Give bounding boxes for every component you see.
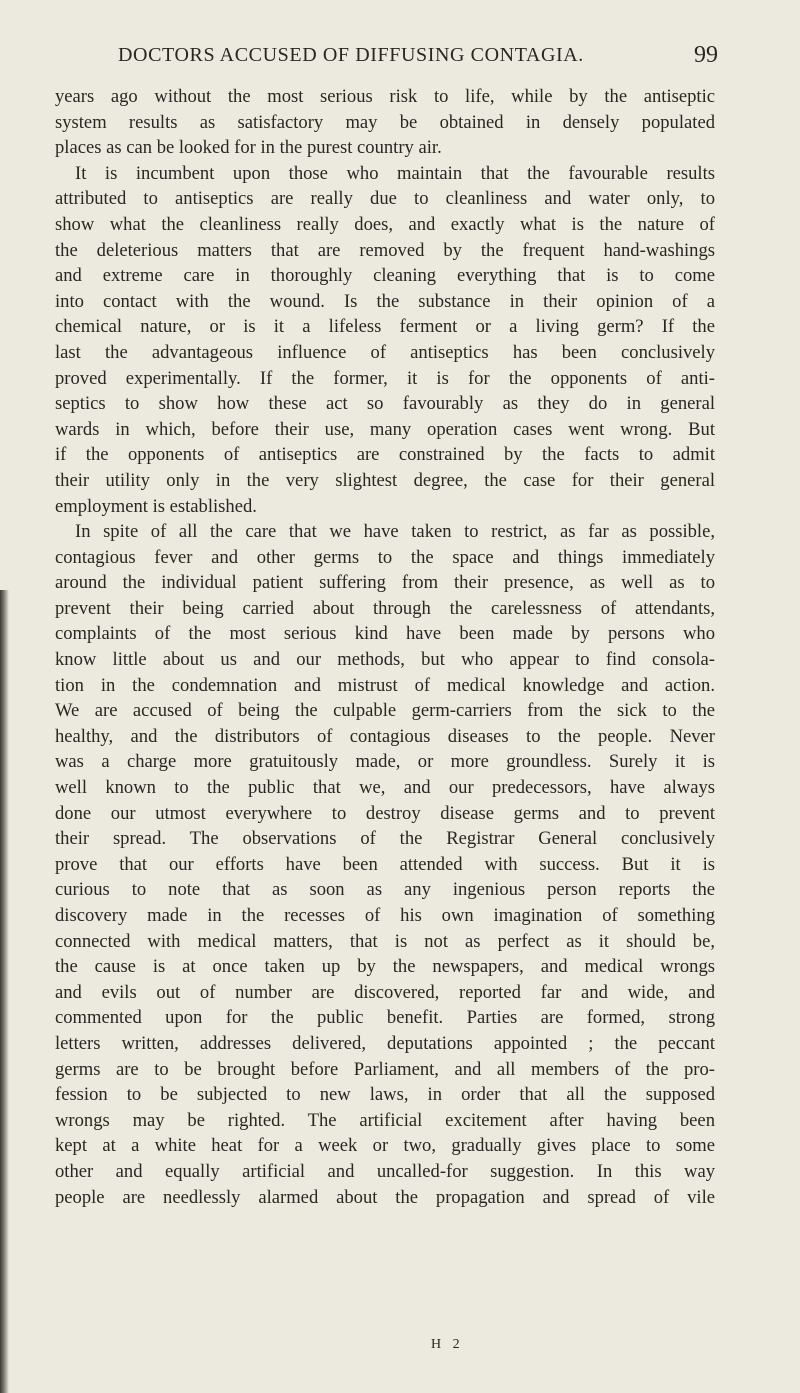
page-number: 99 <box>694 42 718 68</box>
binding-edge-shadow <box>0 590 9 1393</box>
signature-mark: H 2 <box>431 1337 464 1352</box>
text-line: system results as satisfactory may be obtained in densely populated <box>55 111 715 133</box>
text-line: septics to show how these act so favourably as they do in general <box>55 393 715 415</box>
text-line: tion in the condemnation and mistrust of medical knowledge and action. <box>55 674 715 696</box>
text-line: well known to the public that we, and our predecessors, have always <box>55 777 715 799</box>
text-line: if the opponents of antiseptics are constrained by the facts to admit <box>55 444 715 466</box>
text-line: curious to note that as soon as any ingenious person reports the <box>55 879 715 901</box>
text-line: complaints of the most serious kind have been made by persons who <box>55 623 715 645</box>
text-line: other and equally artificial and uncalled-for suggestion. In this way <box>55 1160 715 1182</box>
text-line: around the individual patient suffering from their presence, as well as to <box>55 572 715 594</box>
text-line: attributed to antiseptics are really due to cleanliness and water only, to <box>55 188 715 210</box>
text-line: healthy, and the distributors of contagious diseases to the people. Never <box>55 725 715 747</box>
text-line: their spread. The observations of the Registrar General conclusively <box>55 828 715 850</box>
text-line: discovery made in the recesses of his own imagination of something <box>55 905 715 926</box>
text-line: prove that our efforts have been attended with success. But it is <box>55 853 715 875</box>
text-line: show what the cleanliness really does, and exactly what is the nature of <box>55 213 715 235</box>
text-line: and extreme care in thoroughly cleaning everything that is to come <box>55 265 715 287</box>
text-line: In spite of all the care that we have taken to restrict, as far as possible, <box>75 521 715 543</box>
text-line: commented upon for the public benefit. Parties are formed, strong <box>55 1007 715 1029</box>
text-line: people are needlessly alarmed about the propagation and spread of vile <box>55 1186 715 1208</box>
text-line: wards in which, before their use, many operation cases went wrong. But <box>55 418 715 440</box>
text-line: wrongs may be righted. The artificial excitement after having been <box>55 1109 715 1131</box>
text-line: their utility only in the very slightest degree, the case for their general <box>55 469 715 491</box>
text-line: prevent their being carried about through the carelessness of attendants, <box>55 597 715 619</box>
body-text <box>55 84 715 1210</box>
text-line: chemical nature, or is it a lifeless ferment or a living germ? If the <box>55 316 715 338</box>
text-line: know little about us and our methods, but who appear to find consola- <box>55 649 715 671</box>
text-line: and evils out of number are discovered, reported far and wide, and <box>55 981 715 1003</box>
text-line: kept at a white heat for a week or two, gradually gives place to some <box>55 1135 715 1157</box>
text-line: places as can be looked for in the purest country air. <box>55 137 442 159</box>
text-line: done our utmost everywhere to destroy disease germs and to prevent <box>55 802 715 824</box>
text-line: letters written, addresses delivered, deputations appointed ; the peccant <box>55 1032 715 1054</box>
text-line: It is incumbent upon those who maintain that the favourable results <box>75 162 715 184</box>
text-line: the deleterious matters that are removed by the frequent hand-washings <box>55 239 715 261</box>
text-line: We are accused of being the culpable germ-carriers from the sick to the <box>55 700 715 722</box>
text-line: germs are to be brought before Parliament, and all members of the pro- <box>55 1058 715 1080</box>
running-title: DOCTORS ACCUSED OF DIFFUSING CONTAGIA. <box>118 44 584 66</box>
text-line: fession to be subjected to new laws, in order that all the supposed <box>55 1084 715 1106</box>
text-line: last the advantageous influence of antiseptics has been conclusively <box>55 341 715 363</box>
text-line: the cause is at once taken up by the newspapers, and medical wrongs <box>55 956 715 978</box>
text-line: contagious fever and other germs to the space and things immediately <box>55 546 715 568</box>
text-line: into contact with the wound. Is the substance in their opinion of a <box>55 290 715 312</box>
text-line: employment is established. <box>55 495 257 517</box>
running-head <box>118 44 718 74</box>
text-line: years ago without the most serious risk to life, while by the antiseptic <box>55 86 715 107</box>
text-line: connected with medical matters, that is not as perfect as it should be, <box>55 930 715 952</box>
text-line: was a charge more gratuitously made, or more groundless. Surely it is <box>55 751 715 773</box>
text-line: proved experimentally. If the former, it is for the opponents of anti- <box>55 367 715 389</box>
